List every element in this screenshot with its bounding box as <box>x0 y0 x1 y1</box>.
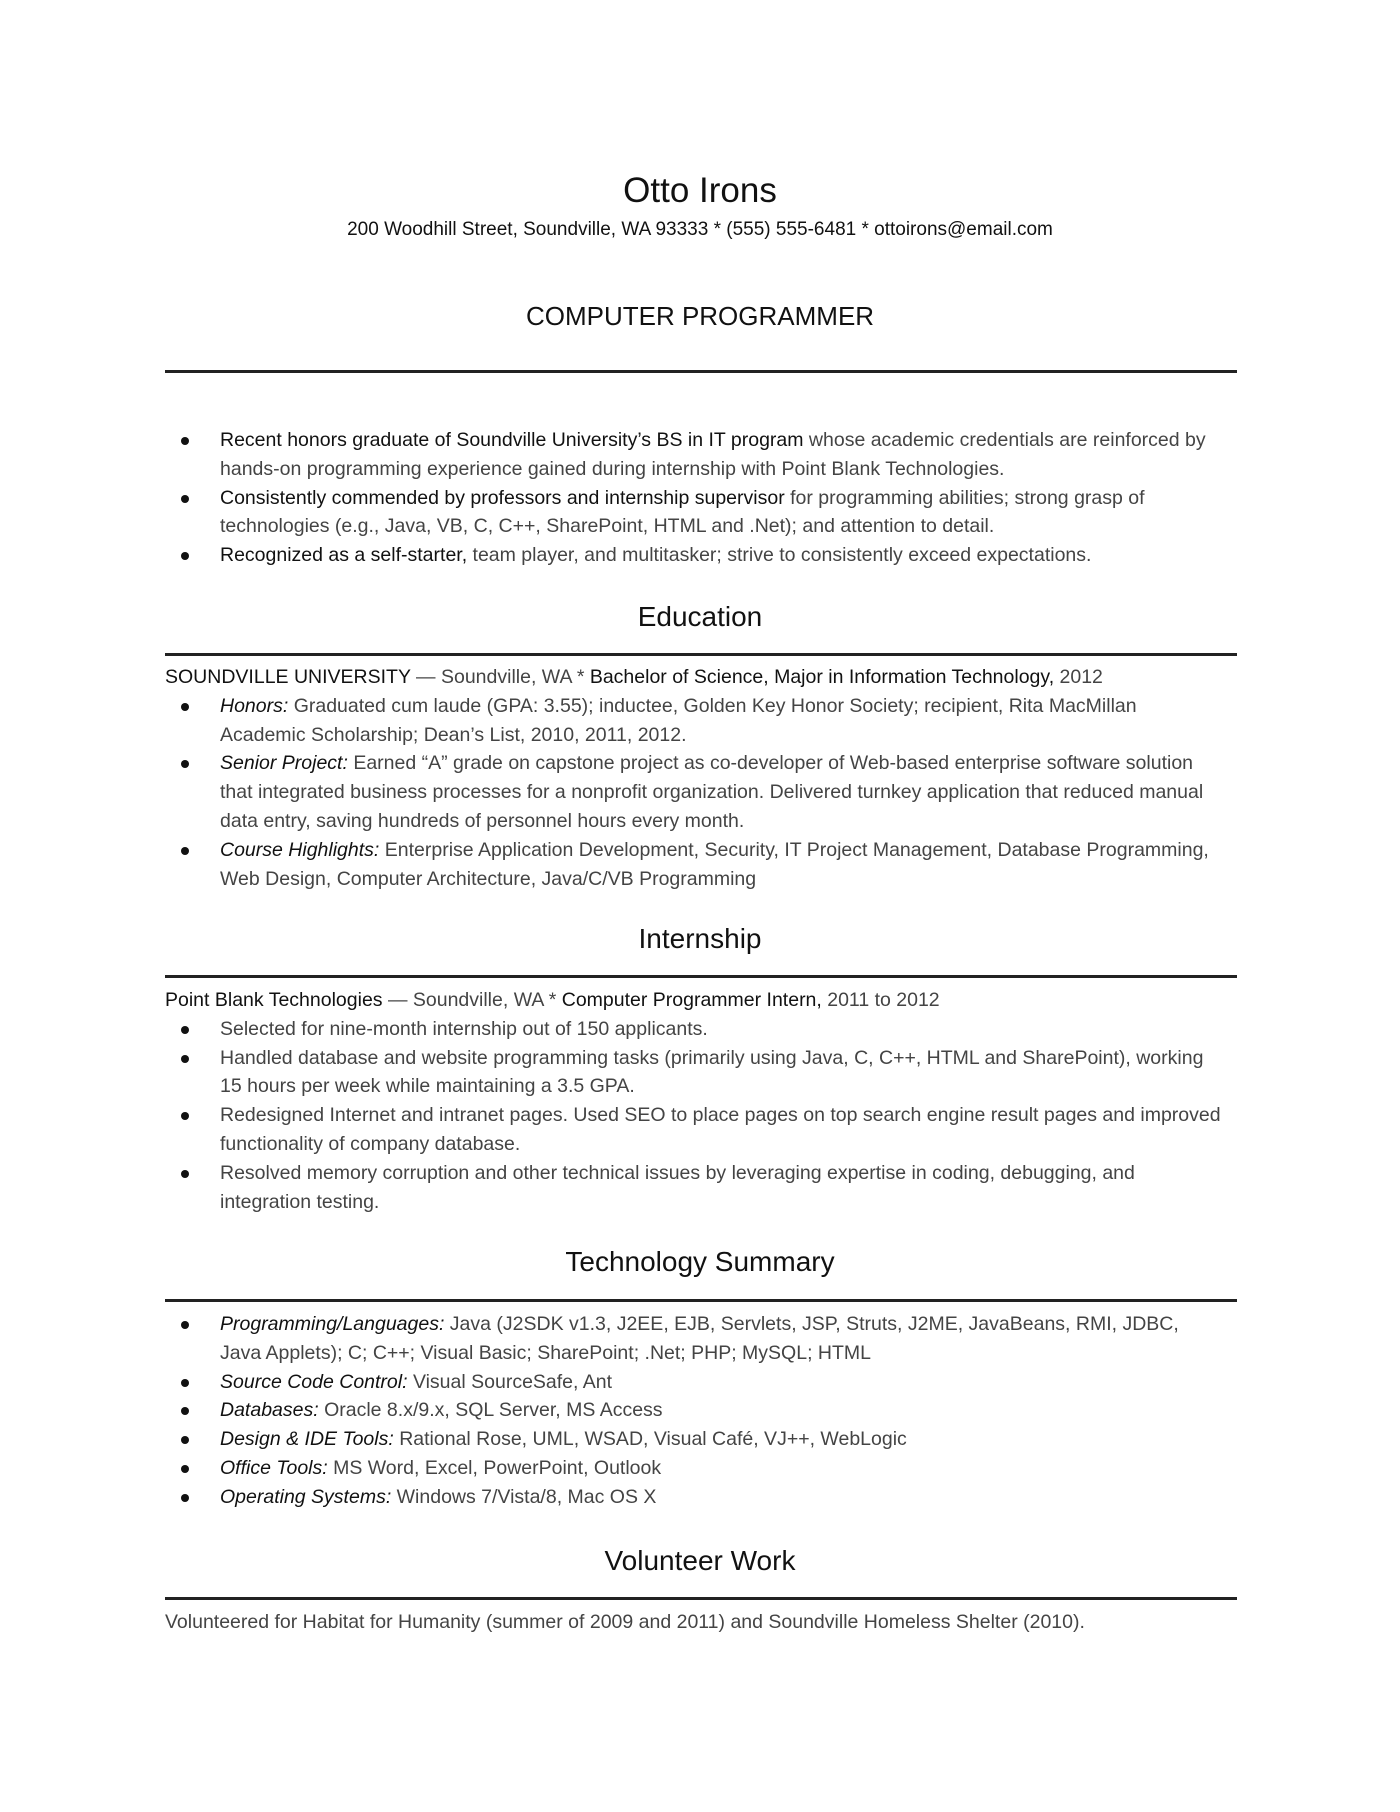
bullet-icon <box>181 552 189 560</box>
list-item <box>165 1044 1225 1102</box>
section-heading-technology: Technology Summary <box>565 1246 835 1277</box>
dates: 2011 to 2012 <box>821 989 940 1011</box>
bullet-icon <box>181 703 189 711</box>
item-text: Windows 7/Vista/8, Mac OS X <box>391 1485 657 1508</box>
item-lead: Consistently commended by professors and internship supervisor <box>220 486 785 509</box>
list-item <box>165 1015 1225 1044</box>
divider <box>165 975 1237 978</box>
bullet-icon <box>181 1436 189 1444</box>
item-label: Programming/Languages: <box>220 1313 445 1335</box>
item-label: Operating Systems: <box>220 1485 392 1508</box>
section-heading-internship: Internship <box>638 923 762 954</box>
item-label: Design & IDE Tools: <box>220 1428 394 1451</box>
item-text: Selected for nine-month internship out of 150 applicants. <box>220 1017 708 1040</box>
item-text: team player, and multitasker; strive to consistently exceed expectations. <box>467 544 1092 567</box>
list-item <box>165 836 1225 894</box>
divider <box>165 653 1237 656</box>
technology-section <box>165 1310 1225 1512</box>
role: Computer Programmer Intern, <box>561 989 822 1011</box>
bullet-icon <box>181 1170 189 1178</box>
section-heading-volunteer: Volunteer Work <box>604 1545 796 1576</box>
list-item <box>165 1396 1225 1425</box>
job-title: COMPUTER PROGRAMMER <box>525 301 875 331</box>
item-text: Resolved memory corruption and other technical issues by leveraging expertise in coding, debugging, and integration testing. <box>220 1161 1135 1213</box>
item-text: Rational Rose, UML, WSAD, Visual Café, VJ++, WebLogic <box>393 1428 907 1451</box>
company-location: — Soundville, WA * <box>382 989 562 1011</box>
list-item <box>165 484 1225 542</box>
bullet-icon <box>181 847 189 855</box>
education-section <box>165 663 1225 893</box>
list-item <box>165 426 1225 484</box>
list-item <box>165 1483 1225 1512</box>
section-heading-education: Education <box>637 601 763 632</box>
school-location: — Soundville, WA * <box>410 666 590 688</box>
bullet-icon <box>181 1321 189 1329</box>
list-item <box>165 749 1225 835</box>
company-name: Point Blank Technologies <box>165 989 383 1011</box>
bullet-icon <box>181 1112 189 1120</box>
candidate-name: Otto Irons <box>623 171 777 210</box>
bullet-icon <box>181 1055 189 1063</box>
list-item <box>165 541 1225 570</box>
bullet-icon <box>181 1407 189 1415</box>
item-label: Source Code Control: <box>220 1370 408 1393</box>
item-label: Senior Project: <box>220 752 348 775</box>
education-header <box>165 663 1225 692</box>
item-lead: Recent honors graduate of Soundville University’s BS in IT program <box>220 429 804 451</box>
list-item <box>165 692 1225 750</box>
item-text: Oracle 8.x/9.x, SQL Server, MS Access <box>318 1399 663 1422</box>
bullet-icon <box>181 1379 189 1387</box>
divider <box>165 1597 1237 1600</box>
item-text: Enterprise Application Development, Security, IT Project Management, Database Programming, Web Design, Computer Architecture, Java/C/VB Programming <box>220 838 1209 890</box>
grad-year: 2012 <box>1054 666 1103 688</box>
list-item <box>165 1159 1225 1217</box>
bullet-icon <box>181 1494 189 1502</box>
bullet-icon <box>181 437 189 445</box>
list-item <box>165 1368 1225 1397</box>
bullet-icon <box>181 760 189 768</box>
bullet-icon <box>181 495 189 503</box>
school-name: SOUNDVILLE UNIVERSITY <box>165 666 411 688</box>
item-lead: Recognized as a self-starter, <box>220 544 468 567</box>
item-text: Java (J2SDK v1.3, J2EE, EJB, Servlets, JSP, Struts, J2ME, JavaBeans, RMI, JDBC, Java Applets); C; C++; Visual Basic; SharePoint; .Net; PHP; MySQL; HTML <box>220 1313 1179 1364</box>
item-text: whose academic credentials are reinforced by hands-on programming experience gained during internship with Point Blank Technologies. <box>220 429 1206 480</box>
item-label: Honors: <box>220 694 289 717</box>
divider <box>165 1299 1237 1302</box>
item-label: Course Highlights: <box>220 838 380 861</box>
internship-header <box>165 986 1225 1015</box>
list-item <box>165 1101 1225 1159</box>
item-text: Visual SourceSafe, Ant <box>407 1370 613 1393</box>
item-text: for programming abilities; strong grasp of technologies (e.g., Java, VB, C, C++, SharePoint, HTML and .Net); and attention to detail. <box>220 486 1145 538</box>
item-label: Office Tools: <box>220 1456 328 1479</box>
list-item <box>165 1454 1225 1483</box>
list-item <box>165 1310 1225 1368</box>
item-text: Handled database and website programming tasks (primarily using Java, C, C++, HTML and SharePoint), working 15 hours per week while maintaining a 3.5 GPA. <box>220 1046 1204 1098</box>
list-item <box>165 1425 1225 1454</box>
bullet-icon <box>181 1026 189 1034</box>
divider <box>165 370 1237 373</box>
bullet-icon <box>181 1465 189 1473</box>
item-label: Databases: <box>220 1399 319 1422</box>
item-text: Earned “A” grade on capstone project as co-developer of Web-based enterprise software solution that integrated business processes for a nonprofit organization. Delivered turnkey application that reduced manual data entry, saving hundreds of personnel hours every month. <box>220 752 1204 832</box>
internship-section <box>165 986 1225 1216</box>
contact-line: 200 Woodhill Street, Soundville, WA 93333 * (555) 555-6481 * ottoirons@email.com <box>347 219 1053 240</box>
volunteer-text: Volunteered for Habitat for Humanity (summer of 2009 and 2011) and Soundville Homeless Shelter (2010). <box>165 1611 1085 1633</box>
degree: Bachelor of Science, Major in Information Technology, <box>589 666 1055 688</box>
summary-section <box>165 426 1225 570</box>
item-text: Graduated cum laude (GPA: 3.55); inductee, Golden Key Honor Society; recipient, Rita MacMillan Academic Scholarship; Dean’s List, 2010, 2011, 2012. <box>220 694 1137 746</box>
item-text: MS Word, Excel, PowerPoint, Outlook <box>327 1456 662 1479</box>
item-text: Redesigned Internet and intranet pages. Used SEO to place pages on top search engine result pages and improved functionality of company database. <box>220 1104 1221 1155</box>
